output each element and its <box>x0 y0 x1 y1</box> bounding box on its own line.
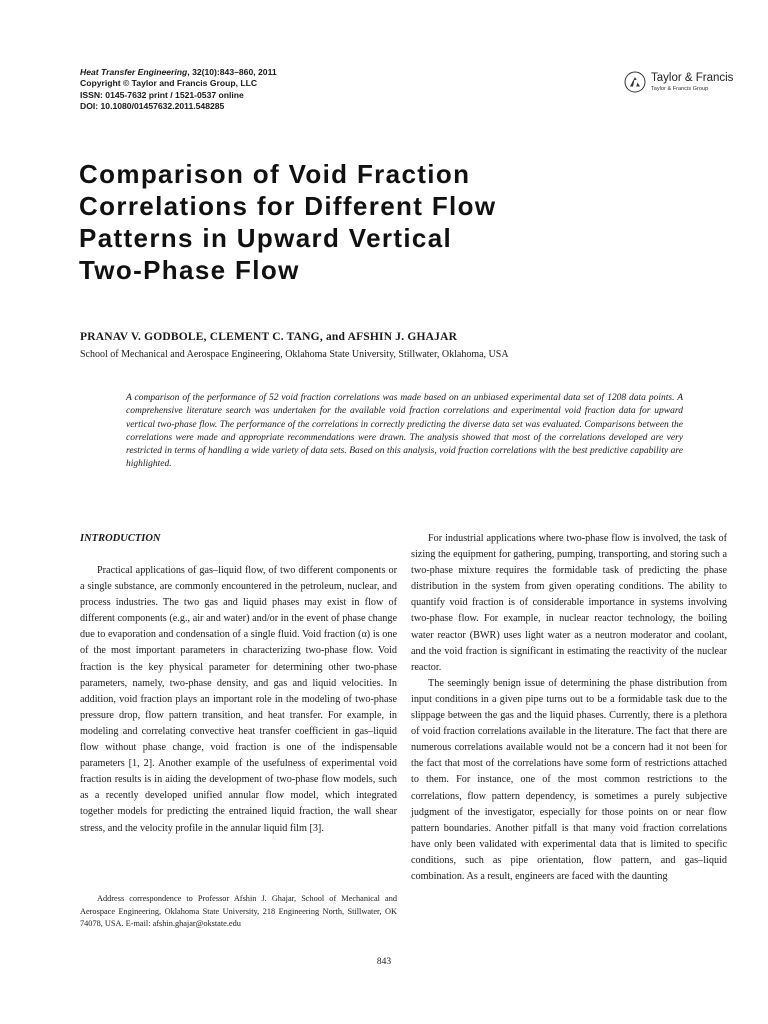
paper-title <box>79 158 699 286</box>
body-paragraph: Practical applications of gas–liquid flow, of two different components or a single substance, are commonly encountered in the petroleum, nuclear, and process industries. The two gas and liquid phases may exist in flow of different components (e.g., air and water) and/or in the event of phase change due to evaporation and condensation of a single fluid. Void fraction (α) is one of the most important parameters in characterizing two-phase flow. Void fraction is the key physical parameter for determining other two-phase parameters, namely, two-phase density, and gas and liquid velocities. In addition, void fraction plays an important role in the modeling of two-phase pressure drop, flow pattern transition, and heat transfer. For example, in modeling and correlating convective heat transfer coefficient in gas–liquid flow without phase change, void fraction is one of the indispensable parameters [1, 2]. Another example of the usefulness of experimental void fraction results is in aiding the development of two-phase flow models, such as a recently developed unified annular flow model, which integrated together models for predicting the entrained liquid fraction, the wall shear stress, and the velocity profile in the annular liquid film [3]. <box>80 565 397 834</box>
section-heading-introduction: INTRODUCTION <box>80 533 161 544</box>
journal-volume-pages: , 32(10):843–860, 2011 <box>187 67 277 77</box>
title-line: Two-Phase Flow <box>79 255 300 285</box>
page-number: 843 <box>376 957 392 967</box>
publisher-logo <box>624 70 734 96</box>
right-column-body <box>411 531 727 885</box>
publisher-group: Taylor & Francis Group <box>651 85 709 92</box>
body-paragraph: The seemingly benign issue of determining the phase distribution from input conditions in a given pipe turns out to be a formidable task due to the slippage between the gas and the liquid phases. Currently, there is a plethora of void fraction correlations available in the literature. The fact that there are numerous correlations available would not be a concern had it not been for the fact that most of the correlations have some form of restrictions attached to them. For instance, one of the most common restrictions to the correlations, flow pattern dependency, is sometimes a purely subjective judgment of the investigator, especially for those points on or near flow pattern boundaries. Another pitfall is that many void fraction correlations have only been validated with experimental data that is limited to specific conditions, such as pipe orientation, flow pattern, and gas–liquid combination. As a result, engineers are faced with the daunting <box>411 677 727 882</box>
journal-name: Heat Transfer Engineering <box>80 67 188 77</box>
title-line: Comparison of Void Fraction <box>79 159 471 189</box>
author-list: PRANAV V. GODBOLE, CLEMENT C. TANG, and AFSHIN J. GHAJAR <box>80 331 458 343</box>
affiliation: School of Mechanical and Aerospace Engineering, Oklahoma State University, Stillwater, Oklahoma, USA <box>80 349 509 360</box>
body-paragraph: For industrial applications where two-phase flow is involved, the task of sizing the equipment for gathering, pumping, transporting, and storing such a two-phase mixture requires the formidable task of predicting the phase distribution in the system from given operating conditions. The ability to quantify void fraction is of considerable importance in systems involving two-phase flow. For example, in nuclear reactor technology, the boiling water reactor (BWR) uses light water as a neutron moderator and coolant, and the void fraction is significant in estimating the reactivity of the nuclear reactor. <box>411 533 727 673</box>
publisher-name: Taylor & Francis <box>651 72 734 84</box>
title-line: Patterns in Upward Vertical <box>79 223 453 253</box>
journal-header <box>80 67 440 113</box>
journal-citation <box>80 67 440 78</box>
abstract: A comparison of the performance of 52 void fraction correlations was made based on an unbiased experimental data set of 1208 data points. A comprehensive literature search was undertaken for the available void fraction correlations and experimental void fraction data for upward vertical two-phase flow. The performance of the correlations in correctly predicting the diverse data set was evaluated. Comparisons between the correlations were made and appropriate recommendations were drawn. The analysis showed that most of the correlations developed are very restricted in terms of handling a wide variety of data sets. Based on this analysis, void fraction correlations with the best predictive capability are highlighted. <box>126 393 683 470</box>
issn-line: ISSN: 0145-7632 print / 1521-0537 online <box>80 89 244 100</box>
publisher-logo-icon <box>624 71 646 93</box>
copyright-line: Copyright © Taylor and Francis Group, LLC <box>80 78 258 89</box>
doi-line: DOI: 10.1080/01457632.2011.548285 <box>80 101 225 112</box>
left-column-body <box>80 563 397 837</box>
footnote-text: Address correspondence to Professor Afshin J. Ghajar, School of Mechanical and Aerospace Engineering, Oklahoma State University, 218 Engineering North, Stillwater, OK 74078, USA. E-mail: afshin.ghajar@okstate.edu <box>80 894 397 929</box>
correspondence-footnote <box>80 893 397 931</box>
title-line: Correlations for Different Flow <box>79 191 497 221</box>
